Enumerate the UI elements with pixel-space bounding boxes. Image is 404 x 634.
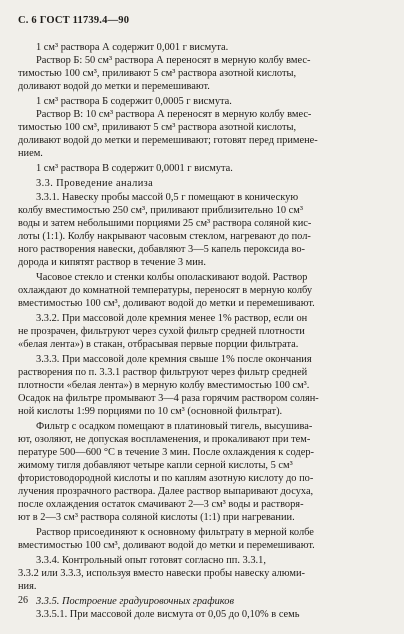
text-line-7: тимостью 100 см³, приливают 5 см³ раствора азотной кислоты, xyxy=(18,122,297,133)
text-line-31: пературе 500—600 °С в течение 3 мин. После охлаждения к содер- xyxy=(18,447,314,458)
text-line-41: ния. xyxy=(18,581,37,592)
text-line-13: колбу вместимостью 250 см³, приливают приблизительно 10 см³ xyxy=(18,205,303,216)
text-line-12: 3.3.1. Навеску пробы массой 0,5 г помещают в коническую xyxy=(36,192,299,203)
text-line-24: 3.3.3. При массовой доле кремния свыше 1% после окончания xyxy=(36,354,312,365)
text-line-39: 3.3.4. Контрольный опыт готовят согласно пп. 3.3.1, xyxy=(36,555,266,566)
text-line-23: «белая лента») в стакан, отбрасывая первые порции фильтрата. xyxy=(18,339,299,350)
text-line-22: не прозрачен, фильтруют через сухой фильтр средней плотности xyxy=(18,326,305,337)
text-line-29: Фильтр с осадком помещают в платиновый тигель, высушива- xyxy=(36,421,313,432)
text-line-6: Раствор В: 10 см³ раствора А переносят в мерную колбу вмес- xyxy=(36,109,312,120)
text-line-16: ного растворения навески, добавляют 3—5 капель пероксида во- xyxy=(18,244,305,255)
text-line-33: фтористоводородной кислоты и по каплям азотную кислоту до по- xyxy=(18,473,314,484)
text-line-30: ют, озоляют, не допуская воспламенения, и прокаливают при тем- xyxy=(18,434,311,445)
text-line-26: плотности «белая лента») в мерную колбу вместимостью 100 см³. xyxy=(18,380,310,391)
text-line-15: лоты (1:1). Колбу накрывают часовым стеклом, нагревают до пол- xyxy=(18,231,311,242)
text-line-34: лучения прозрачного раствора. Далее раствор выпаривают досуха, xyxy=(18,486,314,497)
text-line-10: 1 см³ раствора В содержит 0,0001 г висмута. xyxy=(36,163,233,174)
text-line-8: доливают водой до метки и перемешивают; готовят перед примене- xyxy=(18,135,318,146)
text-line-1: 1 см³ раствора А содержит 0,001 г висмута. xyxy=(36,42,229,53)
subsection-heading: 3.3.5. Построение градуировочных графиков xyxy=(36,596,234,607)
text-line-17: дорода и кипятят раствор в течение 3 мин. xyxy=(18,257,206,268)
page-header: С. 6 ГОСТ 11739.4—90 xyxy=(18,15,130,26)
text-line-9: нием. xyxy=(18,148,43,159)
text-line-35: после охлаждения остаток смачивают 2—3 см³ воды и растворя- xyxy=(18,499,304,510)
section-heading: 3.3. Проведение анализа xyxy=(36,178,154,189)
page-number: 26 xyxy=(18,595,28,606)
text-line-5: 1 см³ раствора Б содержит 0,0005 г висмута. xyxy=(36,96,232,107)
text-line-25: растворения по п. 3.3.1 раствор фильтруют через фильтр средней xyxy=(18,367,308,378)
text-line-20: вместимостью 100 см³, доливают водой до метки и перемешивают. xyxy=(18,298,315,309)
text-line-21: 3.3.2. При массовой доле кремния менее 1% раствор, если он xyxy=(36,313,308,324)
text-line-2: Раствор Б: 50 см³ раствора А переносят в мерную колбу вмес- xyxy=(36,55,311,66)
text-line-27: Осадок на фильтре промывают 3—4 раза горячим раствором солян- xyxy=(18,393,319,404)
text-line-28: ной кислоты 1:99 порциями по 10 см³ (основной фильтрат). xyxy=(18,406,283,417)
text-line-18: Часовое стекло и стенки колбы ополаскивают водой. Раствор xyxy=(36,272,308,283)
text-line-19: охлаждают до комнатной температуры, переносят в мерную колбу xyxy=(18,285,313,296)
text-line-32: жимому тигля добавляют четыре капли серной кислоты, 5 см³ xyxy=(18,460,293,471)
text-line-36: ют в 2—3 см³ раствора соляной кислоты (1:1) при нагревании. xyxy=(18,512,295,523)
text-line-43: 3.3.5.1. При массовой доле висмута от 0,05 до 0,10% в семь xyxy=(36,609,300,620)
text-line-4: доливают водой до метки и перемешивают. xyxy=(18,81,210,92)
text-line-40: 3.3.2 или 3.3.3, используя вместо навески пробы навеску алюми- xyxy=(18,568,305,579)
text-line-14: воды и затем небольшими порциями 25 см³ раствора соляной кис- xyxy=(18,218,312,229)
text-line-37: Раствор присоединяют к основному фильтрату в мерной колбе xyxy=(36,527,314,538)
text-line-3: тимостью 100 см³, приливают 5 см³ раствора азотной кислоты, xyxy=(18,68,297,79)
text-line-38: вместимостью 100 см³, доливают водой до метки и перемешивают. xyxy=(18,540,315,551)
